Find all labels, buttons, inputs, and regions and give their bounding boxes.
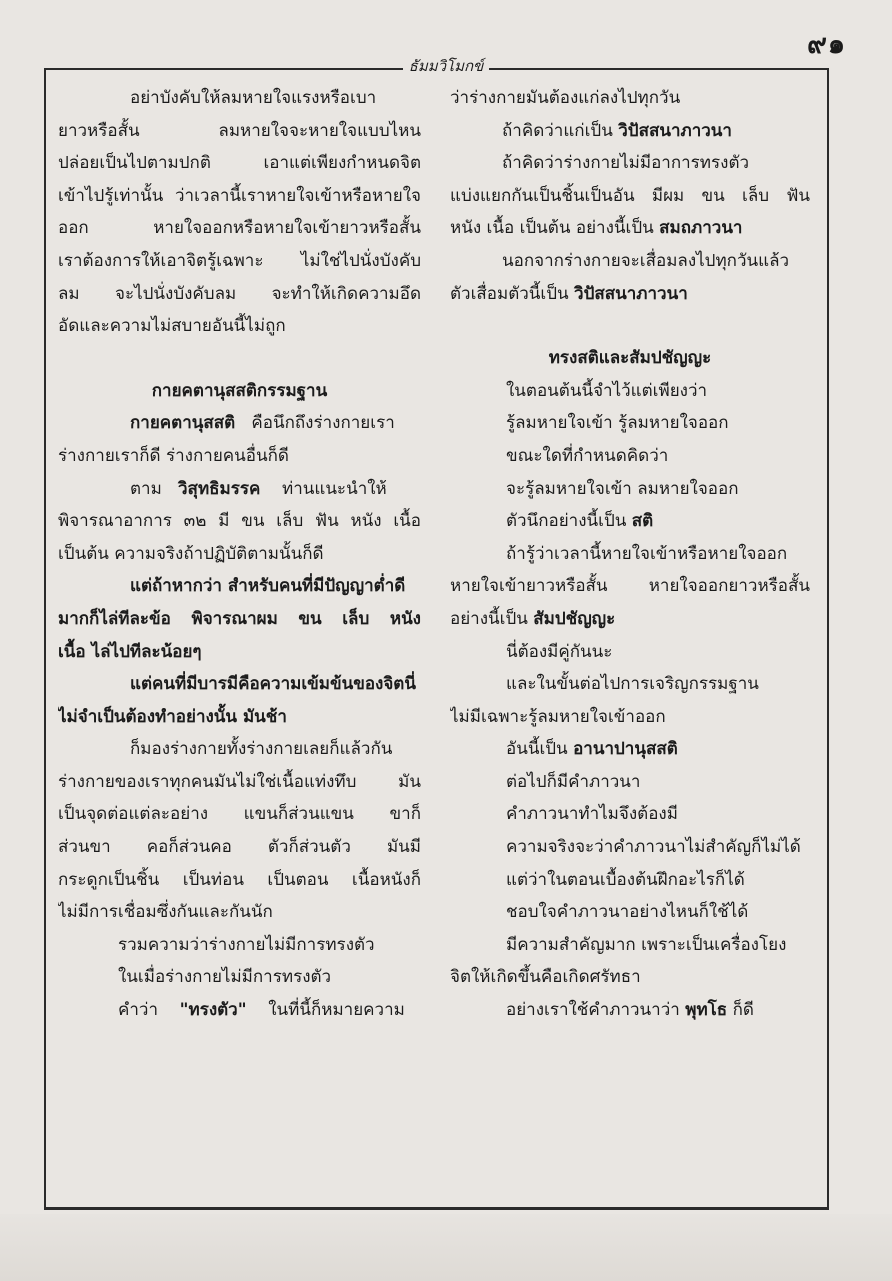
bold-term: พุทโธ xyxy=(685,1000,728,1021)
paragraph-line: ในตอนต้นนี้จำไว้แต่เพียงว่า xyxy=(506,380,708,401)
text-segment: อันนี้เป็น xyxy=(506,739,568,760)
paragraph-line: เข้าไปรู้เท่านั้น ว่าเวลานี้เราหายใจเข้าหรือหายใจ xyxy=(58,185,421,206)
section-heading: ทรงสติและสัมปชัญญะ xyxy=(548,348,712,369)
page-number: ๙๑ xyxy=(807,29,846,60)
bold-term: สติ xyxy=(631,511,654,532)
left-column xyxy=(58,82,421,1027)
text-segment: ถ้าคิดว่าแก่เป็น xyxy=(502,120,613,141)
paragraph-line xyxy=(450,994,810,1027)
paragraph-line: ออก หายใจออกหรือหายใจเข้ายาวหรือสั้น xyxy=(58,218,421,239)
paragraph-line: อย่าบังคับให้ลมหายใจแรงหรือเบา xyxy=(130,88,377,108)
paragraph-line: ความจริงจะว่าคำภาวนาไม่สำคัญก็ไม่ได้ xyxy=(506,837,801,858)
paragraph-line xyxy=(450,733,810,766)
paragraph-line: ยาวหรือสั้น ลมหายใจจะหายใจแบบไหน xyxy=(58,120,421,141)
text-segment: อย่างนี้เป็น xyxy=(450,608,528,629)
section-heading: กายคตานุสสติกรรมฐาน xyxy=(151,380,328,401)
paragraph-line: หายใจเข้ายาวหรือสั้น หายใจออกยาวหรือสั้น xyxy=(450,576,810,597)
paragraph-line: ถ้ารู้ว่าเวลานี้หายใจเข้าหรือหายใจออก xyxy=(506,543,788,564)
paragraph-line: อัดและความไม่สบายอันนี้ไม่ถูก xyxy=(58,316,286,337)
paragraph-line: จิตให้เกิดขึ้นคือเกิดศรัทธา xyxy=(450,967,641,988)
bold-term: สัมปชัญญะ xyxy=(533,608,616,629)
text-segment: หนัง เนื้อ เป็นต้น อย่างนี้เป็น xyxy=(450,218,654,239)
paragraph-line xyxy=(58,473,421,506)
paragraph-line-bold: เนื้อ ไล่ไปทีละน้อยๆ xyxy=(58,641,202,662)
paragraph-line-bold: แต่ถ้าหากว่า สำหรับคนที่มีปัญญาต่ำดี xyxy=(130,576,406,597)
paragraph-line-bold: มากก็ไล่ทีละข้อ พิจารณาผม ขน เล็บ หนัง xyxy=(58,608,421,629)
paragraph-line: รวมความว่าร่างกายไม่มีการทรงตัว xyxy=(118,934,375,955)
paragraph-line: ขณะใดที่กำหนดคิดว่า xyxy=(506,445,669,466)
text-segment: ตัวนึกอย่างนี้เป็น xyxy=(506,511,627,532)
paragraph-line: เป็นจุดต่อแต่ละอย่าง แขนก็ส่วนแขน ขาก็ xyxy=(58,804,421,825)
paragraph-line: ต่อไปก็มีคำภาวนา xyxy=(506,771,641,792)
paragraph-line: ลม จะไปนั่งบังคับลม จะทำให้เกิดความอึด xyxy=(58,283,421,304)
paragraph-line: ร่างกายของเราทุกคนมันไม่ใช่เนื้อแท่งทึบ มัน xyxy=(58,771,421,792)
paragraph-line: ส่วนขา คอก็ส่วนคอ ตัวก็ส่วนตัว มันมี xyxy=(58,837,421,858)
paragraph-line: มีความสำคัญมาก เพราะเป็นเครื่องโยง xyxy=(506,934,787,955)
paragraph-line xyxy=(450,603,810,636)
text-segment: ท่านแนะนำให้ xyxy=(281,478,387,499)
text-segment: ตัวเสื่อมตัวนี้เป็น xyxy=(450,283,569,304)
paragraph-line: ไม่มีเฉพาะรู้ลมหายใจเข้าออก xyxy=(450,706,666,727)
text-segment: คำว่า xyxy=(118,1000,159,1021)
paragraph-line xyxy=(58,994,421,1027)
paragraph-line xyxy=(450,278,810,311)
paragraph-line xyxy=(58,407,421,440)
bold-term: วิปัสสนาภาวนา xyxy=(574,283,688,304)
paragraph-line: เป็นต้น ความจริงถ้าปฏิบัติตามนั้นก็ดี xyxy=(58,543,324,564)
paragraph-line xyxy=(450,505,810,538)
paragraph-line: แต่ว่าในตอนเบื้องต้นฝึกอะไรก็ได้ xyxy=(506,869,745,890)
header-title xyxy=(0,57,892,75)
paragraph-line: คำภาวนาทำไมจึงต้องมี xyxy=(506,804,678,825)
right-column xyxy=(450,82,810,1027)
paragraph-line: ถ้าคิดว่าร่างกายไม่มีอาการทรงตัว xyxy=(502,153,750,174)
paragraph-line: ไม่มีการเชื่อมซึ่งกันและกันนัก xyxy=(58,902,273,923)
paragraph-line: แบ่งแยกกันเป็นชิ้นเป็นอัน มีผม ขน เล็บ ฟัน xyxy=(450,185,810,206)
text-segment: อย่างเราใช้คำภาวนาว่า xyxy=(506,1000,680,1021)
paragraph-line: ว่าร่างกายมันต้องแก่ลงไปทุกวัน xyxy=(450,88,681,108)
paragraph-line-bold: ไม่จำเป็นต้องทำอย่างนั้น มันช้า xyxy=(58,706,287,727)
paragraph-line-bold: แต่คนที่มีบารมีคือความเข้มข้นของจิตนี่ xyxy=(130,674,416,695)
paragraph-line: ปล่อยเป็นไปตามปกติ เอาแต่เพียงกำหนดจิต xyxy=(58,153,421,174)
paragraph-line: นอกจากร่างกายจะเสื่อมลงไปทุกวันแล้ว xyxy=(502,250,790,271)
text-segment: คือนึกถึงร่างกายเรา xyxy=(251,413,395,434)
paragraph-line xyxy=(450,115,810,148)
paragraph-line: ร่างกายเราก็ดี ร่างกายคนอื่นก็ดี xyxy=(58,445,289,466)
paragraph-line: ก็มองร่างกายทั้งร่างกายเลยก็แล้วกัน xyxy=(130,739,393,760)
paragraph-line: จะรู้ลมหายใจเข้า ลมหายใจออก xyxy=(506,478,739,499)
text-segment: ก็ดี xyxy=(732,1000,754,1021)
paragraph-line xyxy=(450,212,810,245)
bold-term: วิปัสสนาภาวนา xyxy=(618,120,732,141)
text-segment: ตาม xyxy=(130,478,162,499)
bold-term: กายคตานุสสติ xyxy=(130,413,236,434)
paragraph-line: นี่ต้องมีคู่กันนะ xyxy=(506,641,613,662)
paragraph-line: พิจารณาอาการ ๓๒ มี ขน เล็บ ฟัน หนัง เนื้อ xyxy=(58,511,421,532)
bold-term: วิสุทธิมรรค xyxy=(178,478,261,499)
paragraph-line: และในขั้นต่อไปการเจริญกรรมฐาน xyxy=(506,674,759,695)
paragraph-line: ชอบใจคำภาวนาอย่างไหนก็ใช้ได้ xyxy=(506,902,749,923)
page-bottom-margin xyxy=(0,1214,892,1281)
text-segment: ในที่นี้ก็หมายความ xyxy=(268,1000,405,1021)
bold-term: "ทรงตัว" xyxy=(179,1000,247,1021)
paragraph-line: เราต้องการให้เอาจิตรู้เฉพาะ ไม่ใช่ไปนั่งบังคับ xyxy=(58,250,421,271)
header-title-text: ธัมมวิโมกข์ xyxy=(403,57,490,75)
paragraph-line: ในเมื่อร่างกายไม่มีการทรงตัว xyxy=(118,967,332,988)
paragraph-line: รู้ลมหายใจเข้า รู้ลมหายใจออก xyxy=(506,413,729,434)
bold-term: อานาปานุสสติ xyxy=(573,739,678,760)
bold-term: สมถภาวนา xyxy=(659,218,743,239)
paragraph-line: กระดูกเป็นชิ้น เป็นท่อน เป็นตอน เนื้อหนังก็ xyxy=(58,869,421,890)
